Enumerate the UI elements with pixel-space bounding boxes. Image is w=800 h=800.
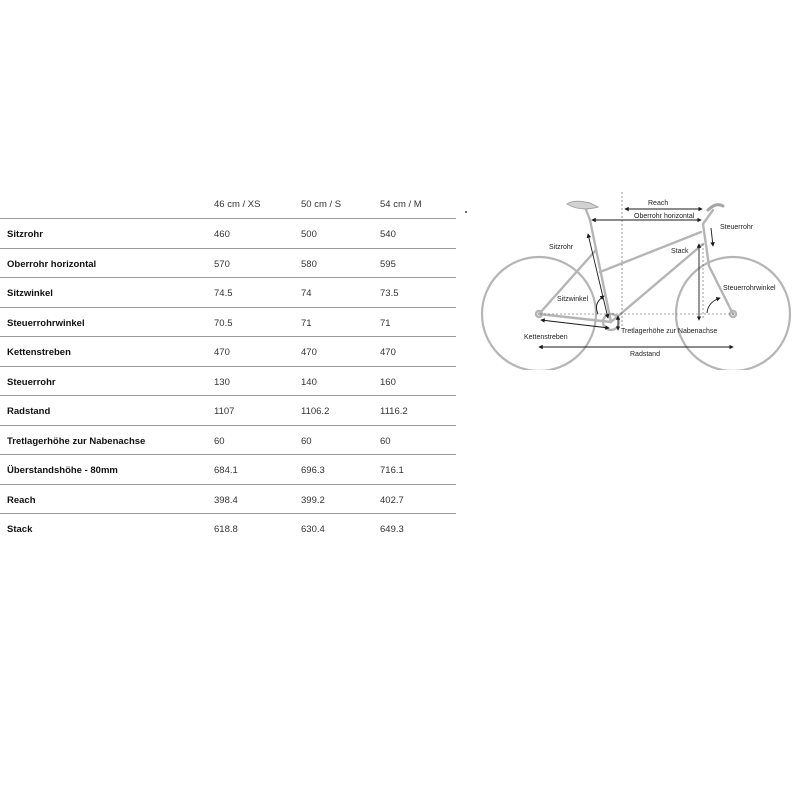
cell-value: 402.7 (380, 494, 404, 506)
cell-value: 595 (380, 258, 396, 270)
cell-value: 140 (301, 376, 317, 388)
table-row (0, 277, 456, 307)
row-label: Kettenstreben (7, 347, 71, 358)
cell-value: 630.4 (301, 524, 325, 535)
cell-value: 73.5 (380, 288, 399, 299)
handlebar (708, 205, 723, 210)
table-row (0, 307, 456, 337)
label-tretlagerhoehe: Tretlagerhöhe zur Nabenachse (621, 328, 718, 335)
cell-value: 470 (301, 347, 317, 358)
cell-value: 1107 (214, 406, 235, 417)
bike-frame (536, 207, 736, 330)
table-row (0, 484, 456, 514)
cell-value: 130 (214, 376, 230, 388)
column-header-m: 54 cm / M (380, 199, 422, 210)
row-label: Überstandshöhe - 80mm (7, 465, 118, 476)
cell-value: 460 (214, 229, 230, 240)
table-row (0, 454, 456, 484)
stray-dot (465, 211, 467, 213)
cell-value: 74.5 (214, 288, 233, 299)
row-label: Reach (7, 494, 36, 506)
label-oberrohr-horizontal: Oberrohr horizontal (634, 213, 695, 220)
row-label: Sitzrohr (7, 229, 43, 240)
cell-value: 60 (380, 435, 391, 447)
cell-value: 398.4 (214, 494, 238, 506)
label-reach: Reach (648, 200, 669, 207)
table-row (0, 336, 456, 366)
label-steuerrohrwinkel: Steuerrohrwinkel (723, 285, 776, 292)
table-row (0, 366, 456, 396)
table-row (0, 218, 456, 248)
row-label: Radstand (7, 406, 51, 417)
cell-value: 618.8 (214, 524, 238, 535)
table-row (0, 425, 456, 455)
table-row (0, 395, 456, 425)
cell-value: 71 (380, 317, 391, 329)
bike-drawing (475, 190, 795, 370)
column-header-s: 50 cm / S (301, 199, 342, 210)
geometry-table (0, 190, 456, 543)
cell-value: 1106.2 (301, 406, 330, 417)
cell-value: 71 (301, 317, 312, 329)
row-label: Steuerrohrwinkel (7, 317, 85, 329)
cell-value: 540 (380, 229, 396, 240)
label-sitzrohr: Sitzrohr (549, 244, 574, 251)
cell-value: 500 (301, 229, 317, 240)
cell-value: 570 (214, 258, 230, 270)
column-header-xs: 46 cm / XS (214, 199, 261, 210)
saddle (567, 201, 598, 209)
table-row (0, 248, 456, 278)
cell-value: 470 (214, 347, 230, 358)
cell-value: 716.1 (380, 465, 404, 476)
label-kettenstreben: Kettenstreben (524, 334, 568, 341)
row-label: Tretlagerhöhe zur Nabenachse (7, 435, 146, 447)
cell-value: 160 (380, 376, 396, 388)
cell-value: 696.3 (301, 465, 325, 476)
label-steuerrohr: Steuerrohr (720, 224, 754, 231)
row-label: Oberrohr horizontal (7, 258, 97, 270)
cell-value: 470 (380, 347, 396, 358)
cell-value: 684.1 (214, 465, 238, 476)
label-stack: Stack (671, 248, 689, 255)
label-radstand: Radstand (630, 351, 660, 358)
cell-value: 1116.2 (380, 406, 408, 417)
row-label: Steuerrohr (7, 376, 56, 388)
row-label: Sitzwinkel (7, 288, 53, 299)
table-header (0, 190, 456, 218)
cell-value: 60 (301, 435, 312, 447)
row-label: Stack (7, 524, 33, 535)
table-row (0, 513, 456, 543)
cell-value: 74 (301, 288, 312, 299)
cell-value: 60 (214, 435, 225, 447)
cell-value: 70.5 (214, 317, 233, 329)
cell-value: 649.3 (380, 524, 404, 535)
label-sitzwinkel: Sitzwinkel (557, 296, 589, 303)
cell-value: 399.2 (301, 494, 325, 506)
cell-value: 580 (301, 258, 317, 270)
bike-geometry-diagram (475, 190, 795, 370)
